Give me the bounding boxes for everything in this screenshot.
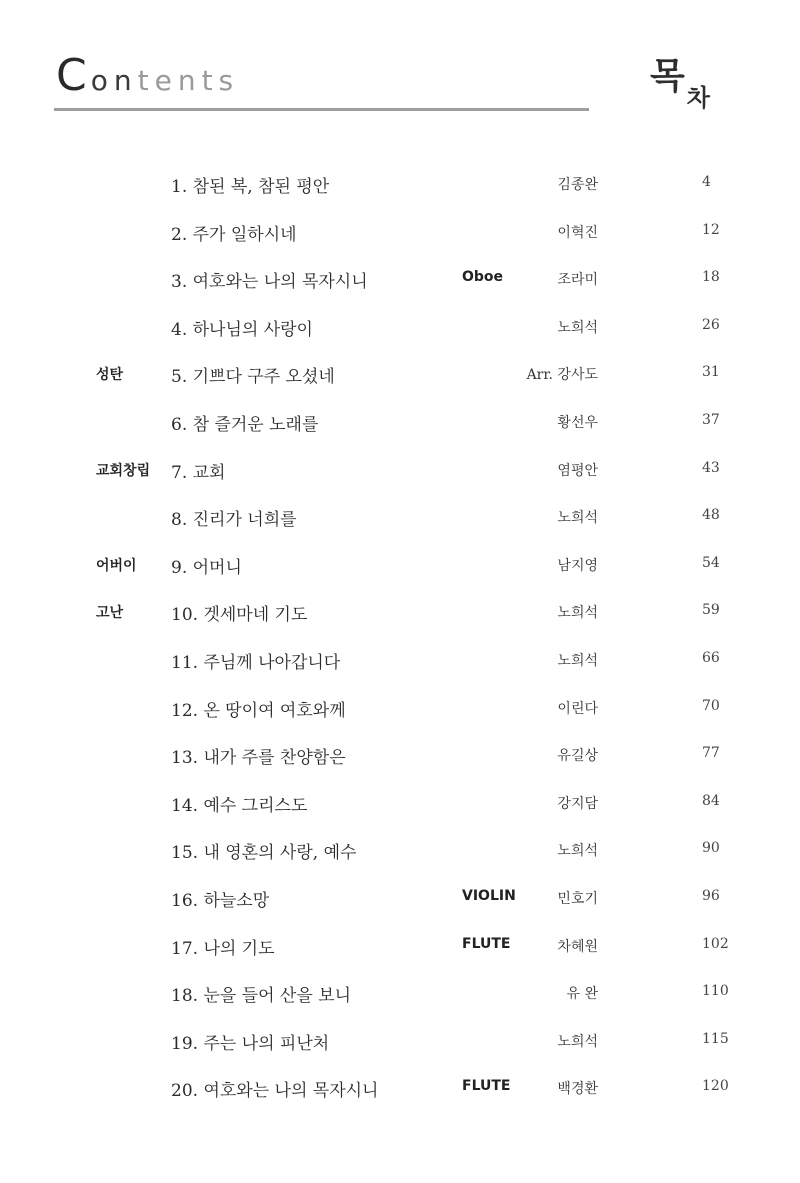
toc-title: 17. 나의 기도 bbox=[171, 938, 275, 959]
toc-title: 8. 진리가 너희를 bbox=[171, 510, 297, 531]
toc-entry[interactable] bbox=[0, 1021, 800, 1068]
toc-title: 1. 참된 복, 참된 평안 bbox=[171, 177, 330, 197]
toc-entry[interactable] bbox=[0, 688, 800, 735]
toc-title: 14. 예수 그리스도 bbox=[171, 795, 308, 816]
toc-title: 16. 하늘소망 bbox=[171, 891, 270, 911]
toc-page-number: 110 bbox=[702, 983, 729, 1000]
toc-title: 4. 하나님의 사랑이 bbox=[171, 319, 313, 340]
korean-heading-sub: 차 bbox=[686, 84, 710, 112]
toc-category: 교회창립 bbox=[96, 462, 151, 479]
toc-page-number: 90 bbox=[702, 840, 720, 857]
toc-author: 이혁진 bbox=[557, 224, 598, 241]
toc-author: 노희석 bbox=[557, 843, 598, 860]
toc-title: 19. 주는 나의 피난처 bbox=[171, 1033, 330, 1054]
toc-author: 남지영 bbox=[557, 557, 598, 574]
toc-page-number: 31 bbox=[702, 364, 720, 381]
toc-author: 민호기 bbox=[557, 891, 598, 907]
korean-heading-main: 목 bbox=[650, 56, 685, 97]
toc-entry[interactable] bbox=[0, 497, 800, 544]
toc-author: 염평안 bbox=[557, 462, 598, 479]
toc-entry[interactable] bbox=[0, 354, 800, 401]
toc-page-number: 120 bbox=[702, 1078, 729, 1095]
toc-page-number: 26 bbox=[702, 316, 720, 333]
toc-author: 노희석 bbox=[557, 653, 598, 669]
toc-entry[interactable] bbox=[0, 450, 800, 497]
toc-instrument: VIOLIN bbox=[462, 888, 516, 904]
toc-page-number: 115 bbox=[702, 1030, 729, 1047]
toc-author: 김종완 bbox=[557, 177, 598, 193]
toc-page-number: 77 bbox=[702, 745, 720, 762]
toc-entry[interactable] bbox=[0, 164, 800, 211]
toc-title: 9. 어머니 bbox=[171, 557, 242, 578]
contents-heading bbox=[56, 50, 239, 101]
toc-title: 3. 여호와는 나의 목자시니 bbox=[171, 272, 368, 293]
toc-page-number: 12 bbox=[702, 221, 720, 238]
toc-entry[interactable] bbox=[0, 973, 800, 1020]
toc-title: 20. 여호와는 나의 목자시니 bbox=[171, 1081, 379, 1102]
toc-author: 이린다 bbox=[557, 700, 598, 717]
toc-category: 고난 bbox=[96, 605, 124, 622]
toc-entry[interactable] bbox=[0, 878, 800, 925]
toc-title: 15. 내 영혼의 사랑, 예수 bbox=[171, 843, 357, 864]
toc-entry[interactable] bbox=[0, 830, 800, 877]
toc-instrument: FLUTE bbox=[462, 1078, 511, 1095]
toc-page-number: 66 bbox=[702, 650, 720, 666]
toc-category: 어버이 bbox=[96, 557, 137, 574]
toc-page-number: 96 bbox=[702, 888, 720, 904]
korean-heading bbox=[650, 48, 710, 112]
toc-title: 11. 주님께 나아갑니다 bbox=[171, 653, 341, 673]
toc-title: 6. 참 즐거운 노래를 bbox=[171, 415, 319, 435]
toc-author: 강지담 bbox=[557, 795, 598, 812]
toc-entry[interactable] bbox=[0, 259, 800, 306]
toc-page-number: 84 bbox=[702, 792, 720, 809]
toc-title: 10. 겟세마네 기도 bbox=[171, 605, 308, 626]
toc-entry[interactable] bbox=[0, 735, 800, 782]
toc-page-number: 18 bbox=[702, 269, 720, 286]
toc-title: 18. 눈을 들어 산을 보니 bbox=[171, 986, 352, 1007]
toc-page-number: 43 bbox=[702, 459, 720, 476]
toc-author: 노희석 bbox=[557, 1033, 598, 1050]
toc-author: 조라미 bbox=[557, 272, 598, 289]
toc-instrument: FLUTE bbox=[462, 935, 511, 952]
toc-author: 유길상 bbox=[557, 748, 598, 765]
toc-title: 13. 내가 주를 찬양함은 bbox=[171, 748, 346, 769]
toc-page-number: 48 bbox=[702, 507, 720, 524]
toc-page-number: 37 bbox=[702, 412, 720, 428]
toc-author: 차혜원 bbox=[557, 938, 598, 955]
toc-entry[interactable] bbox=[0, 783, 800, 830]
toc-category: 성탄 bbox=[96, 367, 124, 384]
toc-author: 노희석 bbox=[557, 319, 598, 336]
contents-heading-initial: C bbox=[56, 50, 91, 101]
toc-title: 5. 기쁘다 구주 오셨네 bbox=[171, 367, 335, 388]
toc-entry[interactable] bbox=[0, 402, 800, 449]
toc-instrument: Oboe bbox=[462, 269, 504, 286]
toc-entry[interactable] bbox=[0, 640, 800, 687]
page-header bbox=[0, 0, 800, 130]
toc-page-number: 54 bbox=[702, 554, 720, 571]
contents-heading-rest: tents bbox=[137, 64, 240, 97]
toc-title: 2. 주가 일하시네 bbox=[171, 224, 297, 245]
contents-heading-middle: on bbox=[90, 64, 138, 97]
toc-author: 황선우 bbox=[557, 415, 598, 431]
toc-author: 노희석 bbox=[557, 510, 598, 527]
toc-title: 12. 온 땅이여 여호와께 bbox=[171, 700, 346, 721]
toc-entry[interactable] bbox=[0, 212, 800, 259]
toc-page-number: 4 bbox=[702, 174, 711, 190]
toc-entry[interactable] bbox=[0, 1068, 800, 1115]
toc-entry[interactable] bbox=[0, 926, 800, 973]
toc-author: 백경환 bbox=[557, 1081, 598, 1098]
toc-entry[interactable] bbox=[0, 545, 800, 592]
toc-page-number: 59 bbox=[702, 602, 720, 619]
toc-author: 유 완 bbox=[566, 986, 598, 1003]
toc-entry[interactable] bbox=[0, 307, 800, 354]
toc-page-number: 70 bbox=[702, 697, 720, 714]
toc-entry[interactable] bbox=[0, 592, 800, 639]
heading-rule bbox=[54, 108, 589, 111]
toc-title: 7. 교회 bbox=[171, 462, 226, 483]
toc-page-number: 102 bbox=[702, 935, 729, 952]
toc-author: Arr. 강사도 bbox=[526, 367, 598, 384]
toc-author: 노희석 bbox=[557, 605, 598, 622]
